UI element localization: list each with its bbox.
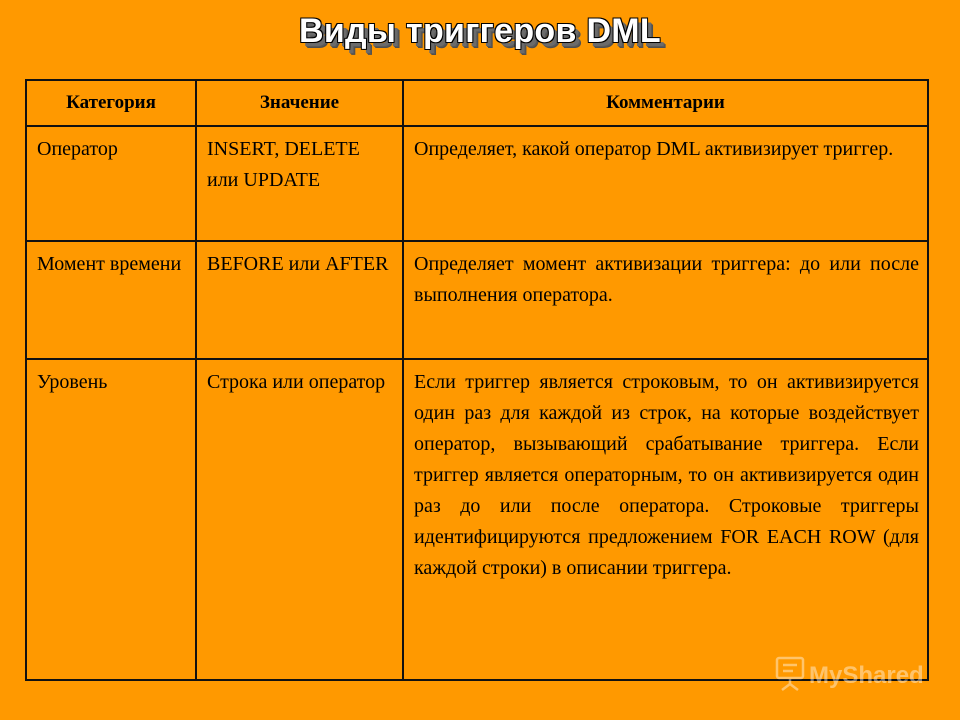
dml-trigger-table (25, 79, 929, 681)
table-row (26, 241, 928, 359)
presentation-board-icon (773, 654, 933, 694)
slide-title: Виды триггеров DML (298, 12, 661, 50)
watermark-text: MyShared (809, 662, 924, 689)
table-header-row (26, 80, 928, 126)
cell-comment: Если триггер является строковым, то он активизируется один раз для каждой из строк, на которые воздействует оператор, вызывающий срабатывание триггера. Если триггер является операторным, то он активизируется один раз до или после оператора. Строковые триггеры идентифицируются предложением FOR EACH ROW (для каждой строки) в описании триггера. (403, 359, 928, 680)
header-category: Категория (26, 80, 196, 126)
cell-category: Оператор (26, 126, 196, 241)
cell-value: Строка или оператор (196, 359, 403, 680)
table-row (26, 126, 928, 241)
header-value: Значение (196, 80, 403, 126)
cell-value: INSERT, DELETE или UPDATE (196, 126, 403, 241)
cell-category: Уровень (26, 359, 196, 680)
cell-comment: Определяет, какой оператор DML активизирует триггер. (403, 126, 928, 241)
watermark-logo (773, 654, 933, 694)
cell-category: Момент времени (26, 241, 196, 359)
cell-comment: Определяет момент активизации триггера: до или после выполнения оператора. (403, 241, 928, 359)
header-comments: Комментарии (403, 80, 928, 126)
table-row (26, 359, 928, 680)
slide-title-container (0, 4, 960, 64)
cell-value: BEFORE или AFTER (196, 241, 403, 359)
